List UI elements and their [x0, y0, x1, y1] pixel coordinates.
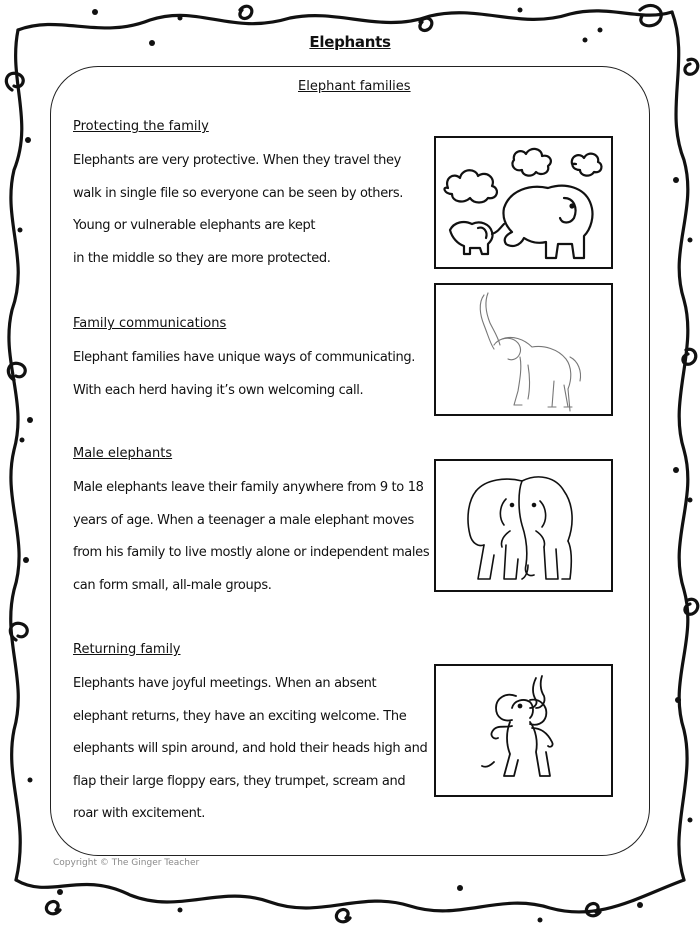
text-line: Male elephants leave their family anywhere from 9 to 18: [73, 480, 424, 495]
section-protecting-family: [73, 118, 423, 275]
text-line: With each herd having it’s own welcoming call.: [73, 382, 364, 398]
section-text: [73, 342, 423, 407]
section-heading: Returning family: [73, 642, 181, 657]
text-line: from his family to live mostly alone or independent males: [73, 545, 430, 560]
text-line: Elephant families have unique ways of communicating.: [73, 350, 416, 365]
picture-bull-elephant: [434, 459, 613, 592]
text-line: flap their large floppy ears, they trumpet, scream and: [73, 773, 406, 789]
section-heading: Male elephants: [73, 446, 173, 461]
text-line: Elephants are very protective. When they travel they: [73, 153, 402, 168]
dancing-elephant-icon: [436, 666, 611, 795]
text-line: roar with excitement.: [73, 806, 206, 821]
text-line: years of age. When a teenager a male elephant moves: [73, 512, 414, 528]
section-returning-family: [73, 641, 428, 831]
trumpeting-elephant-icon: [436, 285, 611, 414]
section-family-communications: [73, 315, 423, 407]
section-text: [73, 145, 423, 275]
section-male-elephants: [73, 445, 430, 602]
section-text: [73, 472, 430, 602]
section-heading: Family communications: [73, 316, 227, 331]
text-line: in the middle so they are more protected.: [73, 250, 331, 266]
text-line: elephants will spin around, and hold their heads high and: [73, 741, 428, 756]
section-text: [73, 668, 428, 831]
mother-and-baby-elephant-icon: [436, 138, 611, 267]
copyright-notice: Copyright © The Ginger Teacher: [53, 858, 200, 868]
text-line: Young or vulnerable elephants are kept: [73, 218, 316, 233]
bull-elephant-icon: [436, 461, 611, 590]
text-line: can form small, all-male groups.: [73, 577, 272, 593]
page-subtitle: Elephant families: [298, 79, 411, 94]
page-title: Elephants: [309, 33, 391, 51]
text-line: walk in single file so everyone can be seen by others.: [73, 185, 404, 201]
picture-trumpeting-elephant: [434, 283, 613, 416]
section-heading: Protecting the family: [73, 119, 209, 134]
picture-mother-baby-elephant: [434, 136, 613, 269]
picture-dancing-elephant: [434, 664, 613, 797]
text-line: elephant returns, they have an exciting welcome. The: [73, 708, 407, 724]
text-line: Elephants have joyful meetings. When an absent: [73, 676, 377, 691]
